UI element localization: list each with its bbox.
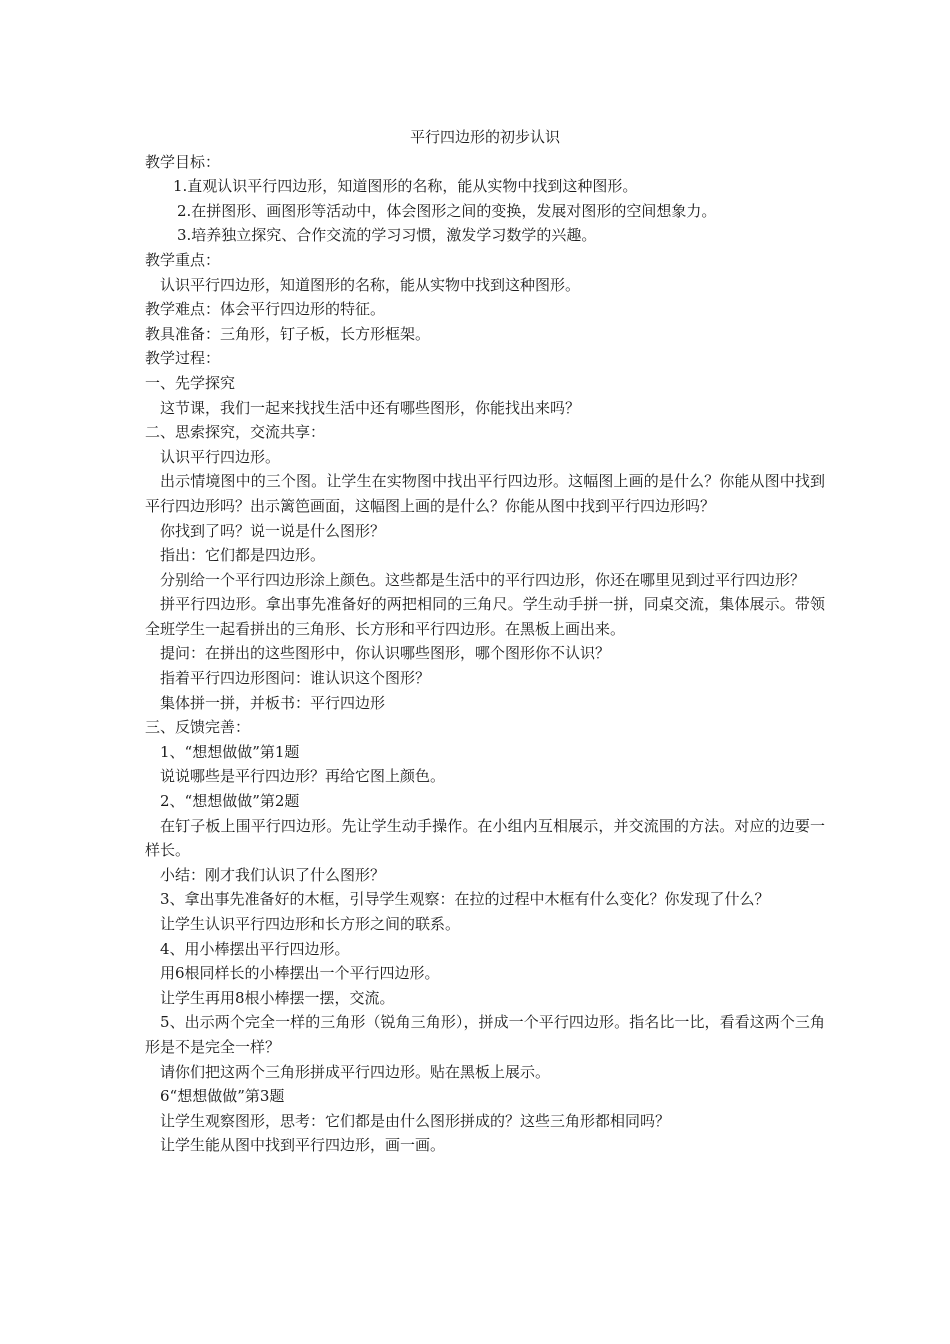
text-line: 2.在拼图形、画图形等活动中，体会图形之间的变换，发展对图形的空间想象力。 (177, 201, 717, 220)
text-line: 说说哪些是平行四边形？再给它图上颜色。 (160, 767, 446, 786)
text-line: 让学生观察图形，思考：它们都是由什么图形拼成的？这些三角形都相同吗？ (160, 1111, 671, 1130)
text-line: 在钉子板上围平行四边形。先让学生动手操作。在小组内互相展示，并交流围的方法。对应的边要一样长。 (145, 816, 825, 860)
text-line: 请你们把这两个三角形拼成平行四边形。贴在黑板上展示。 (160, 1062, 551, 1081)
document-lines (145, 150, 825, 1158)
text-line: 认识平行四边形。 (160, 447, 281, 466)
text-line: 让学生能从图中找到平行四边形，画一画。 (160, 1136, 446, 1155)
text-line: 1、“想想做做”第1题 (160, 742, 300, 761)
text-line: 教具准备：三角形，钉子板，长方形框架。 (145, 324, 431, 343)
text-line: 小结：刚才我们认识了什么图形？ (160, 865, 386, 884)
text-line: 一、先学探究 (145, 373, 236, 392)
text-line: 4、用小棒摆出平行四边形。 (160, 939, 350, 958)
text-line: 你找到了吗？说一说是什么图形？ (160, 521, 386, 540)
text-line: 教学过程： (145, 349, 221, 368)
text-line: 出示情境图中的三个图。让学生在实物图中找出平行四边形。这幅图上画的是什么？你能从图中找到平行四边形吗？出示篱笆画面，这幅图上画的是什么？你能从图中找到平行四边形吗？ (145, 472, 825, 515)
text-line: 拼平行四边形。拿出事先准备好的两把相同的三角尺。学生动手拼一拼，同桌交流，集体展示。带领全班学生一起看拼出的三角形、长方形和平行四边形。在黑板上画出来。 (145, 595, 825, 638)
text-line: 认识平行四边形，知道图形的名称，能从实物中找到这种图形。 (160, 275, 581, 294)
text-line: 集体拼一拼，并板书：平行四边形 (160, 693, 386, 712)
text-line: 二、思索探究，交流共享： (145, 423, 326, 442)
text-line: 指着平行四边形图问：谁认识这个图形？ (160, 669, 431, 688)
text-line: 指出：它们都是四边形。 (160, 546, 326, 565)
page-title: 平行四边形的初步认识 (409, 128, 560, 146)
text-line: 教学难点：体会平行四边形的特征。 (145, 300, 386, 319)
document-body (145, 125, 825, 1158)
text-line: 用6根同样长的小棒摆出一个平行四边形。 (160, 964, 440, 983)
text-line: 3、拿出事先准备好的木框，引导学生观察：在拉的过程中木框有什么变化？你发现了什么？ (160, 890, 770, 909)
text-line: 让学生再用8根小棒摆一摆，交流。 (160, 988, 395, 1007)
text-line: 让学生认识平行四边形和长方形之间的联系。 (160, 915, 461, 933)
text-line: 2、“想想做做”第2题 (160, 792, 300, 811)
text-line: 提问：在拼出的这些图形中，你认识哪些图形，哪个图形你不认识？ (160, 644, 611, 663)
text-line: 分别给一个平行四边形涂上颜色。这些都是生活中的平行四边形，你还在哪里见到过平行四边形？ (160, 570, 806, 589)
text-line: 1.直观认识平行四边形，知道图形的名称，能从实物中找到这种图形。 (173, 177, 638, 196)
text-line: 这节课，我们一起来找找生活中还有哪些图形，你能找出来吗？ (160, 398, 581, 417)
text-line: 三、反馈完善： (145, 718, 251, 737)
text-line: 3.培养独立探究、合作交流的学习习惯，激发学习数学的兴趣。 (177, 226, 597, 245)
text-line: 6“想想做做”第3题 (160, 1087, 285, 1106)
text-line: 教学重点： (145, 250, 221, 269)
text-line: 5、出示两个完全一样的三角形（锐角三角形），拼成一个平行四边形。指名比一比，看看这两个三角形是不是完全一样？ (145, 1013, 825, 1056)
text-line: 教学目标： (145, 152, 221, 171)
